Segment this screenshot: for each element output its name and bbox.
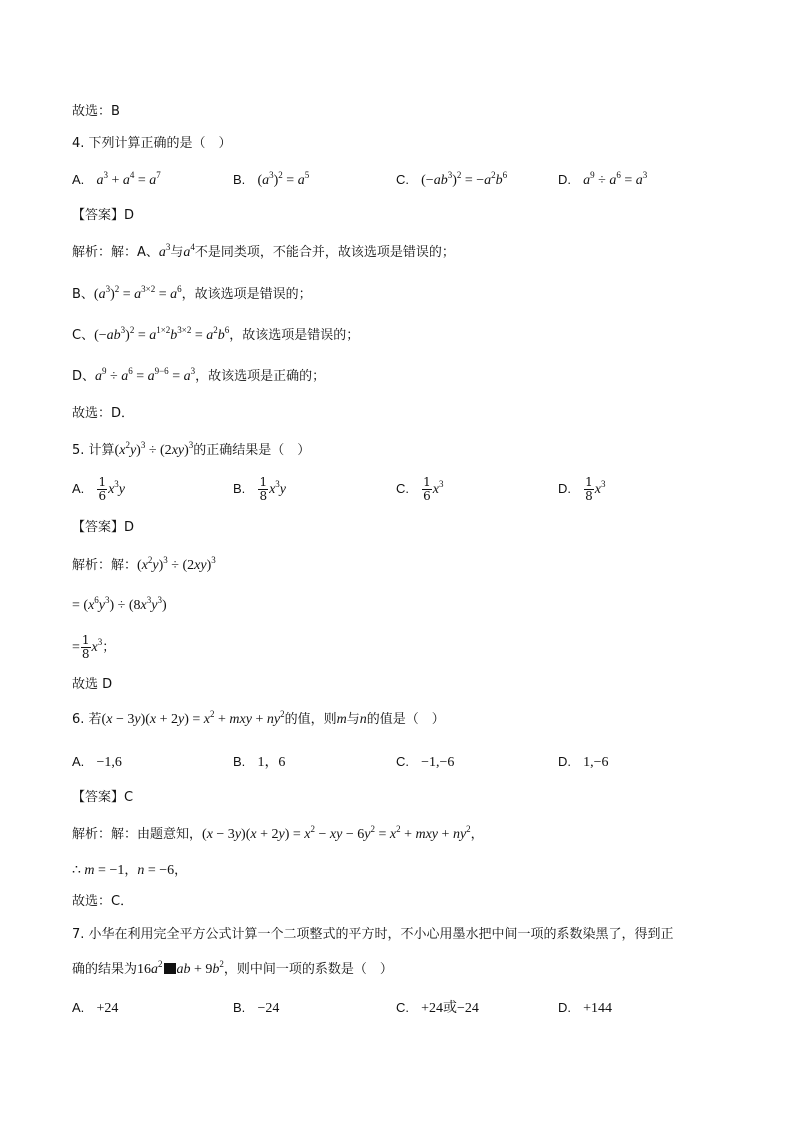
q4-analysis-d: D、$a^9 \div a^6 = a^{9-6} = a^3$，故该选项是正确的；: [72, 366, 326, 384]
q6-option-c[interactable]: [396, 753, 454, 772]
q6-option-b[interactable]: [233, 753, 285, 772]
option-label: B.: [233, 172, 246, 187]
q4-analysis-a: 解析：解：A、$a^3$与$a^4$不是同类项，不能合并，故该选项是错误的；: [72, 242, 455, 260]
q4-option-d[interactable]: [558, 171, 647, 190]
q7-option-a[interactable]: [72, 999, 118, 1018]
q5-analysis-step1: 解析：解：$(x^2y)^3 \div (2xy)^3$: [72, 555, 216, 573]
option-expression: 1,−6: [583, 755, 609, 770]
option-label: A.: [72, 754, 85, 769]
option-expression: $a^9 \div a^6 = a^3$: [583, 170, 648, 188]
option-label: C.: [396, 172, 409, 187]
option-label: A.: [72, 481, 85, 496]
q7-option-b[interactable]: [233, 999, 279, 1018]
q4-option-a[interactable]: [72, 171, 161, 190]
q5-option-c[interactable]: C. $\frac{1}{6}$ $x^3$: [396, 475, 444, 503]
option-expression: −1,6: [96, 755, 122, 770]
q6-option-d[interactable]: [558, 753, 609, 772]
q4-conclusion: 故选：D．: [72, 406, 135, 421]
q5-option-a[interactable]: A. $\frac{1}{6}$ $x^3y$: [72, 475, 126, 503]
q4-option-c[interactable]: [396, 171, 507, 190]
option-expression: $(-ab^3)^2 = -a^2b^6$: [421, 170, 508, 188]
q6-option-a[interactable]: [72, 753, 122, 772]
q5-option-d[interactable]: D. $\frac{1}{8}$ $x^3$: [558, 475, 606, 503]
q5-analysis-step3: = $\frac{1}{8}$ $x^3$；: [72, 633, 116, 661]
option-expression: +24: [96, 1001, 119, 1016]
option-expression: −24: [257, 1001, 280, 1016]
option-label: A.: [72, 1000, 85, 1015]
option-label: D.: [558, 172, 571, 187]
q7-option-d[interactable]: [558, 999, 612, 1018]
option-label: C.: [396, 754, 409, 769]
q6-stem: 6. 若$(x - 3y)(x + 2y) = x^2$ + mxy + $ny^2$的值，则m与n的值是（ ）: [72, 709, 445, 727]
q7-option-c[interactable]: [396, 999, 479, 1018]
q6-analysis: 解析：解：由题意知，$(x - 3y)(x + 2y) = x^2$ − xy − $6y^2 = x^2$ + mxy + $ny^2$，: [72, 824, 484, 842]
q5-conclusion: 故选 D: [72, 677, 113, 692]
option-label: D.: [558, 1000, 571, 1015]
option-expression: $a^3 + a^4 = a^7$: [96, 170, 161, 188]
option-label: B.: [233, 481, 246, 496]
q5-analysis-step2: = $(x^6y^3) \div (8x^3y^3)$: [72, 595, 167, 613]
q7-stem-line2: 确的结果为$16a^2$ ab + $9b^2$，则中间一项的系数是（ ）: [72, 959, 393, 977]
option-expression: 1，6: [257, 755, 286, 770]
ink-blot-icon: [164, 963, 176, 974]
q7-stem-line1: 7. 小华在利用完全平方公式计算一个二项整式的平方时，不小心用墨水把中间一项的系数染黑了，得到正: [72, 927, 674, 942]
q5-answer: 【答案】D: [72, 520, 135, 535]
option-label: B.: [233, 754, 246, 769]
option-label: D.: [558, 481, 571, 496]
q4-option-b[interactable]: [233, 171, 309, 190]
q6-conclusion: 故选：C．: [72, 894, 134, 909]
q4-stem: 4. 下列计算正确的是（ ）: [72, 136, 232, 151]
option-label: C.: [396, 481, 409, 496]
q4-answer: 【答案】D: [72, 208, 135, 223]
option-label: B.: [233, 1000, 246, 1015]
option-expression: +144: [583, 1001, 613, 1016]
option-expression: $(a^3)^2 = a^5$: [257, 170, 310, 188]
option-label: D.: [558, 754, 571, 769]
q6-answer: 【答案】C: [72, 790, 134, 805]
q5-stem: 5. 计算$(x^2y)^3 \div (2xy)^3$的正确结果是（ ）: [72, 440, 311, 458]
q6-therefore: ∴ m = −1，n = −6，: [72, 863, 188, 878]
option-label: A.: [72, 172, 85, 187]
q3-conclusion: 故选：B: [72, 104, 120, 119]
option-label: C.: [396, 1000, 409, 1015]
q4-analysis-b: B、$(a^3)^2 = a^{3\times 2} = a^6$，故该选项是错误的；: [72, 284, 312, 302]
option-expression: +24或−24: [421, 1001, 479, 1016]
q5-option-b[interactable]: B. $\frac{1}{8}$ $x^3y$: [233, 475, 287, 503]
option-expression: −1,−6: [421, 755, 455, 770]
q4-analysis-c: C、$(-ab^3)^2 = a^{1\times 2}b^{3\times 2} = a^2b^6$，故该选项是错误的；: [72, 325, 360, 343]
